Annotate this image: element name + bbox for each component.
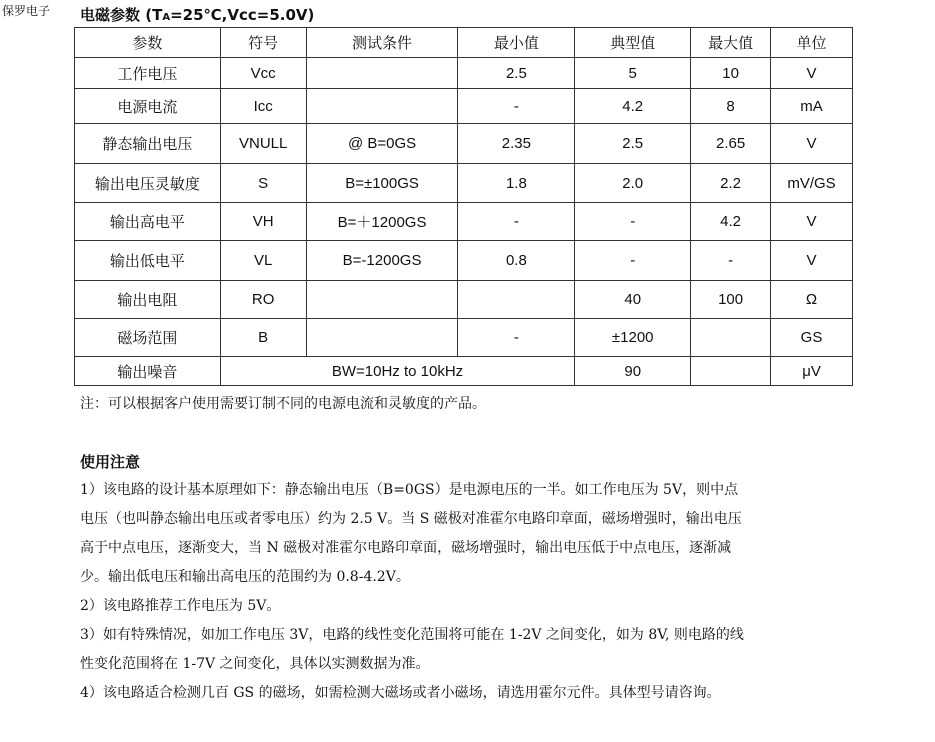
symbol-cell: S xyxy=(220,164,306,203)
typ-cell: 2.5 xyxy=(575,124,691,164)
header-cell: 参数 xyxy=(75,28,221,58)
typ-cell: 4.2 xyxy=(575,89,691,124)
param-cell: 磁场范围 xyxy=(75,319,221,357)
param-cell: 输出电阻 xyxy=(75,281,221,319)
symbol-cell: Icc xyxy=(220,89,306,124)
table-row xyxy=(75,124,853,164)
header-cell: 符号 xyxy=(220,28,306,58)
max-cell: 8 xyxy=(691,89,771,124)
max-cell: - xyxy=(691,241,771,281)
paragraph-line: 电压（也叫静态输出电压或者零电压）约为 2.5 V。当 S 磁极对准霍尔电路印章面，磁场增强时，输出电压 xyxy=(80,511,742,527)
header-cell: 最大值 xyxy=(691,28,771,58)
title-suffix: =25℃,Vcc=5.0V) xyxy=(170,6,315,24)
table-row xyxy=(75,357,853,386)
symbol-cell: Vcc xyxy=(220,58,306,89)
max-cell: 4.2 xyxy=(691,203,771,241)
unit-cell: Ω xyxy=(771,281,853,319)
min-cell: - xyxy=(458,89,575,124)
table-row xyxy=(75,241,853,281)
brand-label: 保罗电子 xyxy=(2,4,51,18)
header-cell: 测试条件 xyxy=(306,28,458,58)
param-cell: 输出噪音 xyxy=(75,357,221,386)
min-cell: 1.8 xyxy=(458,164,575,203)
symbol-cell: B xyxy=(220,319,306,357)
unit-cell: V xyxy=(771,58,853,89)
typ-cell: 2.0 xyxy=(575,164,691,203)
paragraph-line: 高于中点电压，逐渐变大，当 N 磁极对准霍尔电路印章面，磁场增强时，输出电压低于中点电压，逐渐减 xyxy=(80,540,732,556)
usage-paragraph-2 xyxy=(80,592,855,621)
title-prefix: 电磁参数 (T xyxy=(80,6,163,24)
paragraph-line: 4）该电路适合检测几百 GS 的磁场，如需检测大磁场或者小磁场，请选用霍尔元件。具体型号请咨询。 xyxy=(80,685,721,701)
table-row xyxy=(75,58,853,89)
paragraph-line: 1）该电路的设计基本原理如下：静态输出电压（B=0GS）是电源电压的一半。如工作电压为 5V，则中点 xyxy=(80,482,739,498)
usage-heading: 使用注意 xyxy=(80,453,141,471)
header-cell: 最小值 xyxy=(458,28,575,58)
min-cell: 0.8 xyxy=(458,241,575,281)
unit-cell: μV xyxy=(771,357,853,386)
param-cell: 输出低电平 xyxy=(75,241,221,281)
typ-cell: 90 xyxy=(575,357,691,386)
min-cell: 2.5 xyxy=(458,58,575,89)
typ-cell: - xyxy=(575,241,691,281)
param-cell: 输出高电平 xyxy=(75,203,221,241)
parameter-table xyxy=(74,27,853,386)
condition-cell: B=-1200GS xyxy=(306,241,458,281)
table-row xyxy=(75,281,853,319)
table-row xyxy=(75,164,853,203)
paragraph-line: 2）该电路推荐工作电压为 5V。 xyxy=(80,598,281,614)
param-cell: 输出电压灵敏度 xyxy=(75,164,221,203)
table-row xyxy=(75,89,853,124)
param-cell: 静态输出电压 xyxy=(75,124,221,164)
condition-cell: B=＋1200GS xyxy=(306,203,458,241)
condition-cell: B=±100GS xyxy=(306,164,458,203)
typ-cell: - xyxy=(575,203,691,241)
condition-cell xyxy=(306,58,458,89)
table-row xyxy=(75,203,853,241)
max-cell: 10 xyxy=(691,58,771,89)
min-cell: - xyxy=(458,203,575,241)
unit-cell: mA xyxy=(771,89,853,124)
usage-paragraph-1 xyxy=(80,476,855,592)
min-cell: 2.35 xyxy=(458,124,575,164)
condition-cell xyxy=(306,89,458,124)
unit-cell: V xyxy=(771,124,853,164)
max-cell: 2.65 xyxy=(691,124,771,164)
typ-cell: 5 xyxy=(575,58,691,89)
paragraph-line: 3）如有特殊情况，如加工作电压 3V，电路的线性变化范围将可能在 1-2V 之间变化，如为 8V, 则电路的线 xyxy=(80,627,744,643)
paragraph-line: 少。输出低电压和输出高电压的范围约为 0.8-4.2V。 xyxy=(80,569,410,585)
symbol-cell: VNULL xyxy=(220,124,306,164)
symbol-cell: VL xyxy=(220,241,306,281)
usage-paragraph-4 xyxy=(80,679,855,708)
typ-cell: 40 xyxy=(575,281,691,319)
max-cell xyxy=(691,319,771,357)
param-cell: 电源电流 xyxy=(75,89,221,124)
unit-cell: V xyxy=(771,241,853,281)
max-cell xyxy=(691,357,771,386)
unit-cell: V xyxy=(771,203,853,241)
table-note: 注：可以根据客户使用需要订制不同的电源电流和灵敏度的产品。 xyxy=(80,396,486,412)
unit-cell: GS xyxy=(771,319,853,357)
condition-cell xyxy=(306,319,458,357)
section-title xyxy=(80,4,314,25)
condition-cell: @ B=0GS xyxy=(306,124,458,164)
title-subscript: A xyxy=(162,12,171,23)
max-cell: 2.2 xyxy=(691,164,771,203)
header-cell: 典型值 xyxy=(575,28,691,58)
min-cell: - xyxy=(458,319,575,357)
header-cell: 单位 xyxy=(771,28,853,58)
min-cell xyxy=(458,281,575,319)
symbol-cell: VH xyxy=(220,203,306,241)
table-header-row xyxy=(75,28,853,58)
usage-paragraph-3 xyxy=(80,621,855,679)
typ-cell: ±1200 xyxy=(575,319,691,357)
condition-cell xyxy=(306,281,458,319)
param-cell: 工作电压 xyxy=(75,58,221,89)
symbol-cell: RO xyxy=(220,281,306,319)
max-cell: 100 xyxy=(691,281,771,319)
condition-cell: BW=10Hz to 10kHz xyxy=(220,357,575,386)
paragraph-line: 性变化范围将在 1-7V 之间变化，具体以实测数据为准。 xyxy=(80,656,430,672)
unit-cell: mV/GS xyxy=(771,164,853,203)
table-row xyxy=(75,319,853,357)
